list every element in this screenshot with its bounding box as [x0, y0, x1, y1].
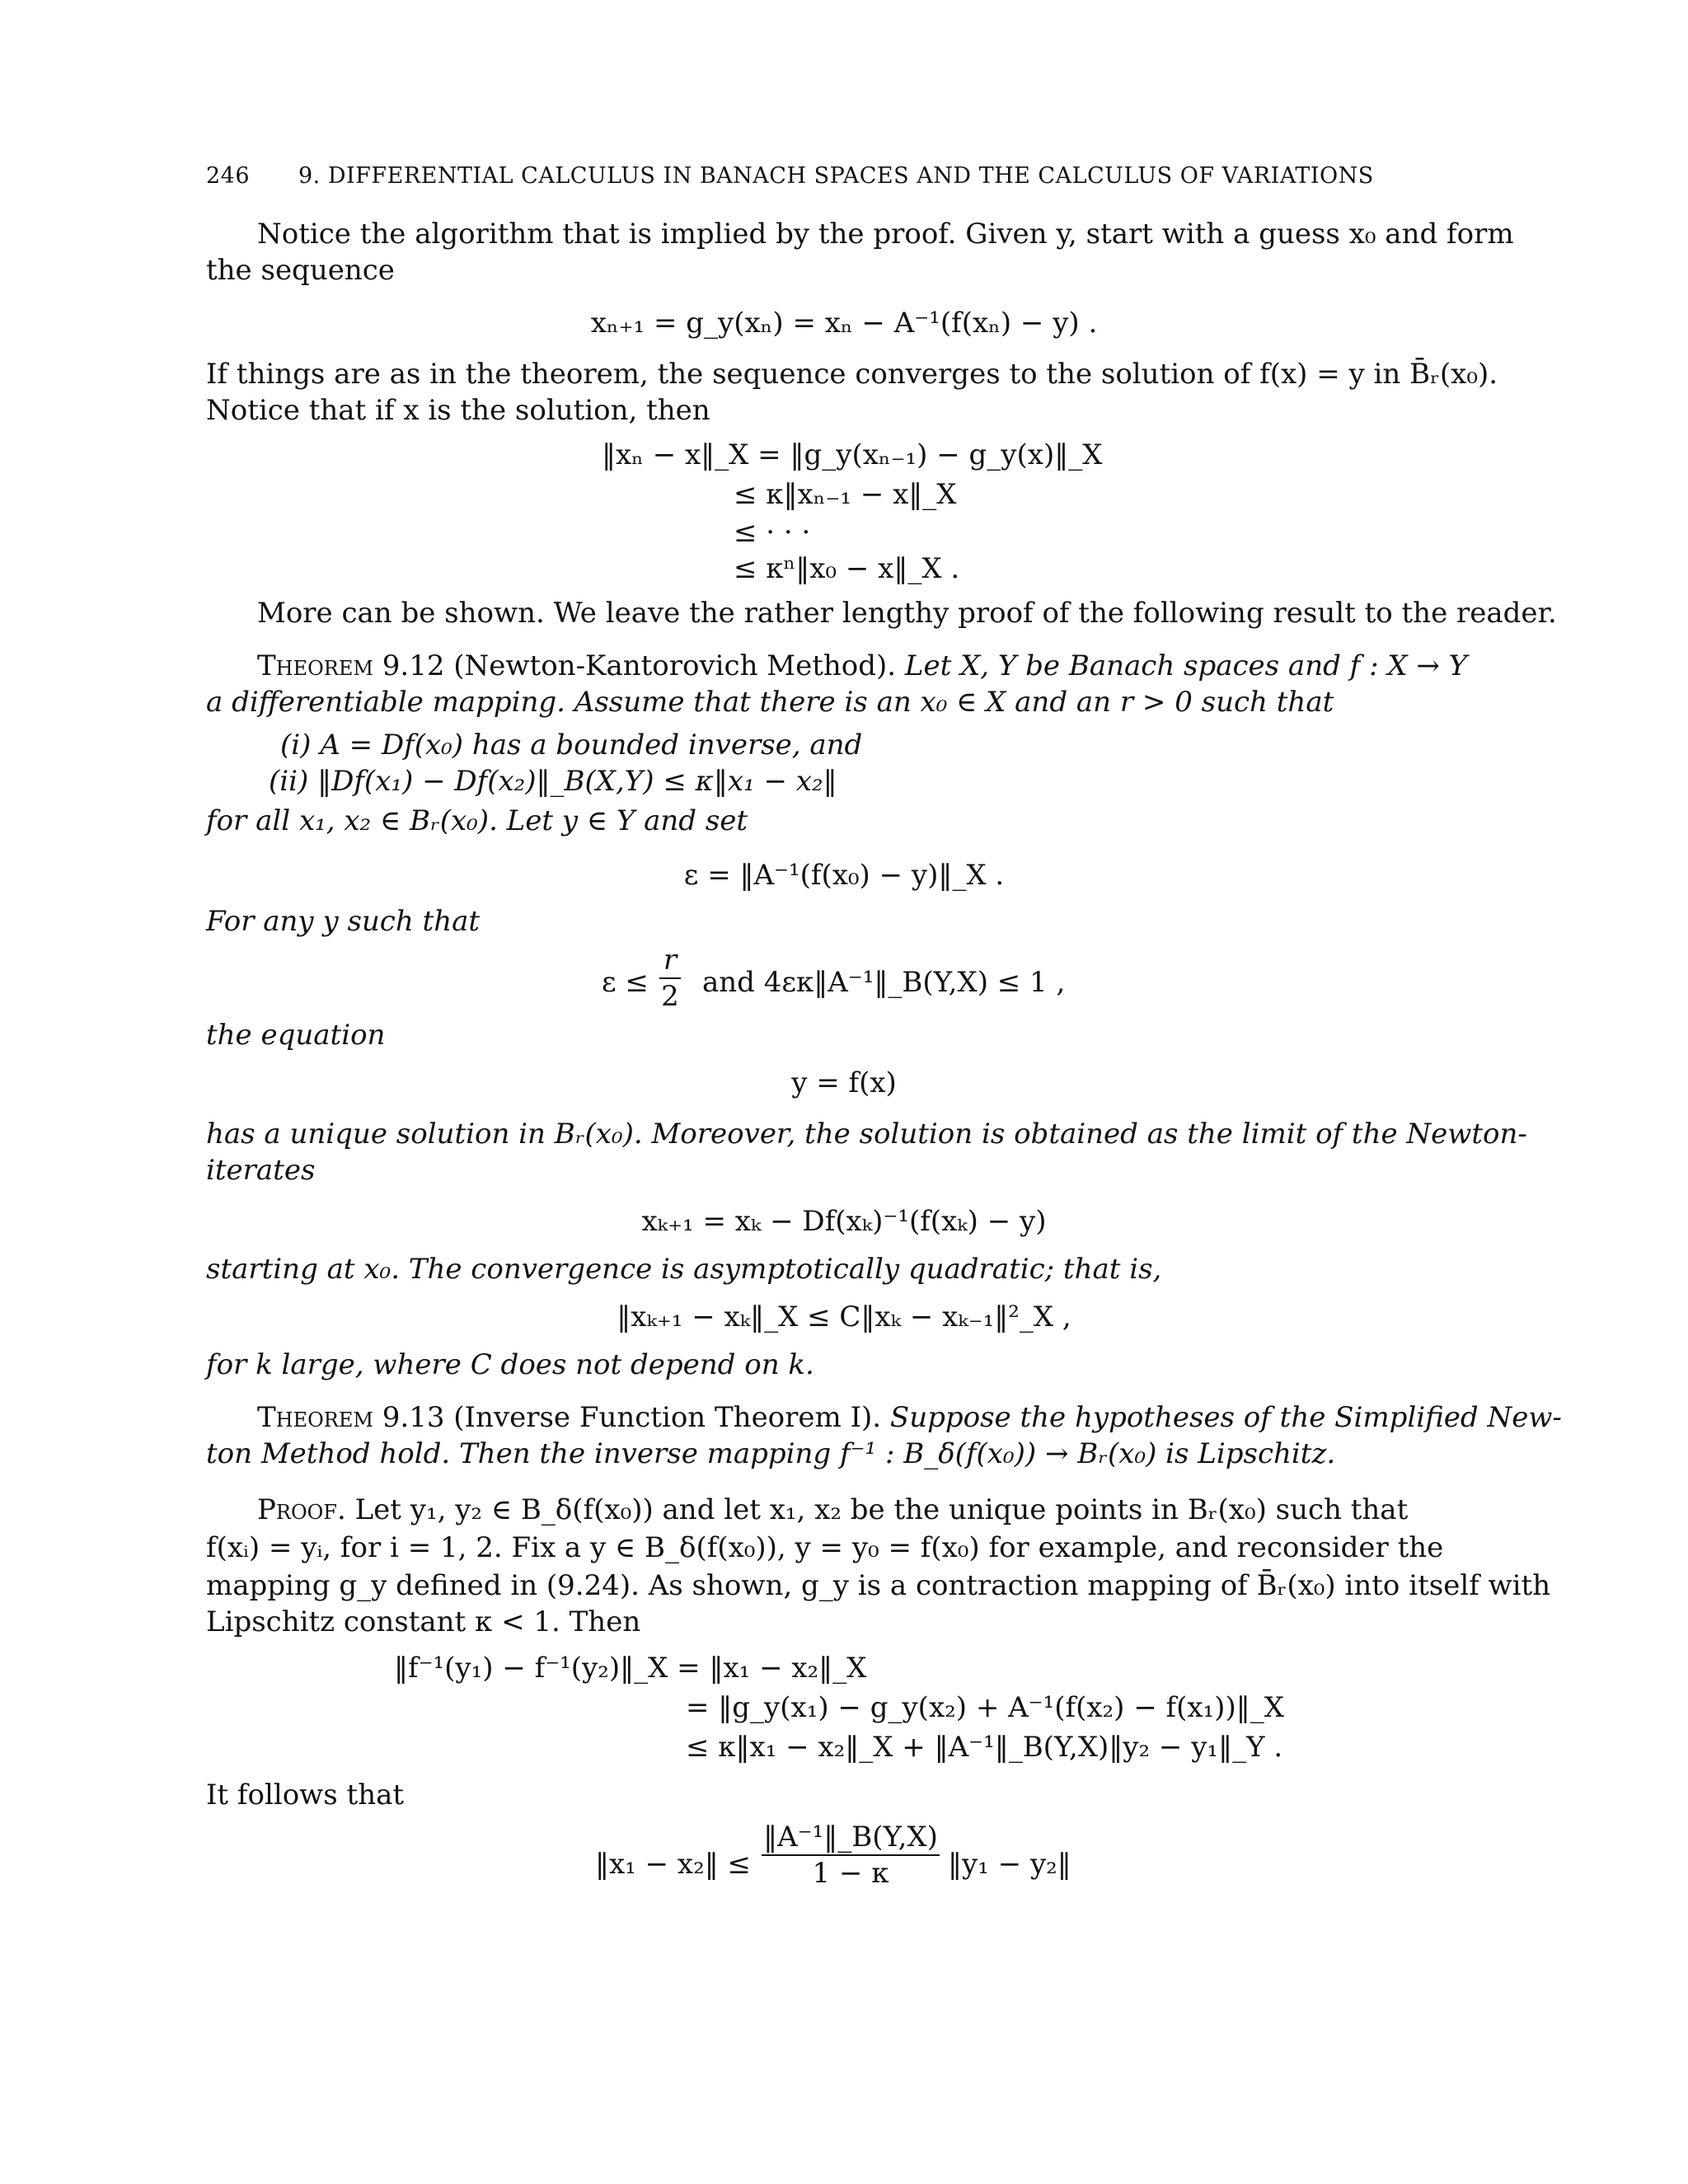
proof-line1 — [257, 1492, 1408, 1528]
proof-line4: Lipschitz constant κ < 1. Then — [206, 1605, 641, 1638]
theorem-912-name: (Newton-Kantorovich Method). — [453, 649, 897, 682]
equation-sequence: xₙ₊₁ = g_y(xₙ) = xₙ − A⁻¹(f(xₙ) − y) . — [590, 307, 1098, 340]
theorem-912-item-ii: (ii) ‖Df(x₁) − Df(x₂)‖_B(X,Y) ≤ κ‖x₁ − x₂‖ — [269, 765, 837, 798]
proof-label: Proof. — [257, 1493, 346, 1526]
fraction-r-over-2 — [658, 943, 682, 1014]
proof-line1-rest: Let y₁, y₂ ∈ B_δ(f(x₀)) and let x₁, x₂ be the unique points in Bᵣ(x₀) such that — [354, 1493, 1409, 1526]
para1-line1: Notice the algorithm that is implied by the proof. Given y, start with a guess x₀ and form — [257, 218, 1514, 251]
equation-newton-iterates: xₖ₊₁ = xₖ − Df(xₖ)⁻¹(f(xₖ) − y) — [641, 1205, 1047, 1238]
theorem-912-for-any: For any y such that — [206, 905, 481, 938]
para2-line1: If things are as in the theorem, the sequence converges to the solution of f(x) = y in B̄ᵣ(x₀). — [206, 358, 1498, 391]
theorem-912-the-equation: the equation — [206, 1019, 386, 1052]
theorem-912-line2: a differentiable mapping. Assume that there is an x₀ ∈ X and an r > 0 such that — [206, 686, 1334, 719]
fraction-numerator: r — [663, 944, 678, 977]
chain-line-3: ≤ · · · — [734, 516, 811, 549]
running-title: 9. DIFFERENTIAL CALCULUS IN BANACH SPACES AND THE CALCULUS OF VARIATIONS — [298, 163, 1374, 189]
equation-quadratic: ‖xₖ₊₁ − xₖ‖_X ≤ C‖xₖ − xₖ₋₁‖²_X , — [617, 1301, 1071, 1333]
chain-line-4: ≤ κⁿ‖x₀ − x‖_X . — [734, 552, 960, 585]
theorem-913-label: Theorem 9.13 — [257, 1401, 445, 1434]
theorem-912-unique-line2: iterates — [206, 1154, 316, 1187]
theorem-913-line1-rest: Suppose the hypotheses of the Simplified New- — [889, 1401, 1562, 1434]
condition-lhs: ε ≤ — [602, 966, 649, 999]
proof-it-follows: It follows that — [206, 1779, 405, 1811]
theorem-912-forall: for all x₁, x₂ ∈ Bᵣ(x₀). Let y ∈ Y and set — [206, 804, 748, 837]
page-number: 246 — [206, 163, 251, 189]
equation-y-f-x: y = f(x) — [791, 1066, 897, 1099]
para3: More can be shown. We leave the rather lengthy proof of the following result to the reader. — [257, 597, 1557, 630]
proof-line2: f(xᵢ) = yᵢ, for i = 1, 2. Fix a y ∈ B_δ(f(x₀)), y = y₀ = f(x₀) for example, and reconsider the — [206, 1531, 1444, 1564]
theorem-913-name: (Inverse Function Theorem I). — [453, 1401, 882, 1434]
final-fraction-denominator: 1 − κ — [812, 1857, 889, 1890]
final-rhs: ‖y₁ − y₂‖ — [948, 1848, 1071, 1881]
theorem-912-unique-line1: has a unique solution in Bᵣ(x₀). Moreover, the solution is obtained as the limit of the Newton- — [206, 1118, 1527, 1151]
para1-line2: the sequence — [206, 254, 395, 287]
theorem-912-label: Theorem 9.12 — [257, 649, 445, 682]
final-lhs: ‖x₁ − x₂‖ ≤ — [595, 1848, 752, 1881]
chain-line-2: ≤ κ‖xₙ₋₁ − x‖_X — [734, 478, 957, 511]
chain-line-1: ‖xₙ − x‖_X = ‖g_y(xₙ₋₁) − g_y(x)‖_X — [602, 438, 1103, 471]
proof-line3: mapping g_y defined in (9.24). As shown, g_y is a contraction mapping of B̄ᵣ(x₀) into itself with — [206, 1569, 1551, 1602]
proof-equation-line2: = ‖g_y(x₁) − g_y(x₂) + A⁻¹(f(x₂) − f(x₁))‖_X — [686, 1691, 1284, 1724]
theorem-912-k-large: for k large, where C does not depend on k. — [206, 1348, 814, 1381]
theorem-912-line1-rest: Let X, Y be Banach spaces and f : X → Y — [904, 649, 1468, 682]
proof-equation-line3: ≤ κ‖x₁ − x₂‖_X + ‖A⁻¹‖_B(Y,X)‖y₂ − y₁‖_Y . — [686, 1731, 1283, 1764]
para2-line2: Notice that if x is the solution, then — [206, 394, 710, 427]
theorem-913-line1 — [257, 1399, 1562, 1436]
proof-equation-line1: ‖f⁻¹(y₁) − f⁻¹(y₂)‖_X = ‖x₁ − x₂‖_X — [394, 1652, 867, 1685]
theorem-912-starting: starting at x₀. The convergence is asymptotically quadratic; that is, — [206, 1253, 1162, 1286]
fraction-denominator: 2 — [661, 980, 679, 1013]
theorem-912-item-i: (i) A = Df(x₀) has a bounded inverse, and — [280, 729, 863, 762]
theorem-913-line2: ton Method hold. Then the inverse mapping f⁻¹ : B_δ(f(x₀)) → Bᵣ(x₀) is Lipschitz. — [206, 1437, 1336, 1470]
equation-epsilon: ε = ‖A⁻¹(f(x₀) − y)‖_X . — [683, 859, 1005, 892]
final-fraction — [758, 1820, 943, 1891]
theorem-912-line1 — [257, 648, 1467, 684]
final-fraction-numerator: ‖A⁻¹‖_B(Y,X) — [763, 1821, 938, 1854]
condition-rhs: and 4εκ‖A⁻¹‖_B(Y,X) ≤ 1 , — [702, 966, 1066, 999]
